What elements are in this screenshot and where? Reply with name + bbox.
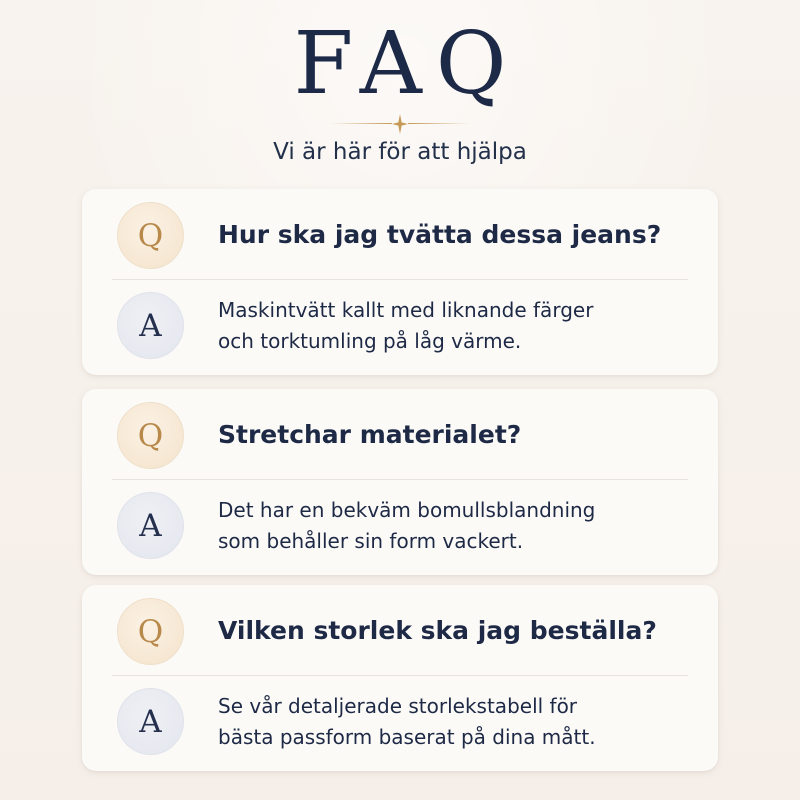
sparkle-icon [392,114,408,134]
faq-card [82,189,718,375]
answer-line: Se vår detaljerade storlekstabell för [218,694,578,718]
answer-line: som behåller sin form vackert. [218,529,524,553]
answer-row [82,279,718,375]
divider-line-left [330,123,392,124]
question-text: Hur ska jag tvätta dessa jeans? [218,219,662,249]
answer-letter: A [139,507,162,544]
faq-card [82,585,718,771]
faq-card [82,389,718,575]
answer-line: Det har en bekväm bomullsblandning [218,498,596,522]
answer-row [82,479,718,575]
answer-badge [117,492,184,559]
divider-line-right [408,123,470,124]
answer-line: Maskintvätt kallt med liknande färger [218,298,594,322]
answer-badge [117,688,184,755]
answer-badge [117,292,184,359]
question-text: Stretchar materialet? [218,419,522,449]
page-subtitle: Vi är här för att hjälpa [273,139,527,165]
header [0,14,800,114]
answer-text [218,691,698,753]
question-badge [117,202,184,269]
question-row[interactable] [82,585,718,675]
answer-letter: A [139,703,162,740]
answer-text [218,295,698,357]
question-letter: Q [137,217,164,254]
page-title: FAQ [293,14,521,114]
answer-text [218,495,698,557]
answer-letter: A [139,307,162,344]
question-badge [117,402,184,469]
question-row[interactable] [82,389,718,479]
answer-row [82,675,718,771]
question-row[interactable] [82,189,718,279]
question-letter: Q [137,417,164,454]
question-letter: Q [137,613,164,650]
answer-line: bästa passform baserat på dina mått. [218,725,596,749]
question-badge [117,598,184,665]
question-text: Vilken storlek ska jag beställa? [218,615,657,645]
title-divider [330,114,470,134]
answer-line: och torktumling på låg värme. [218,329,522,353]
